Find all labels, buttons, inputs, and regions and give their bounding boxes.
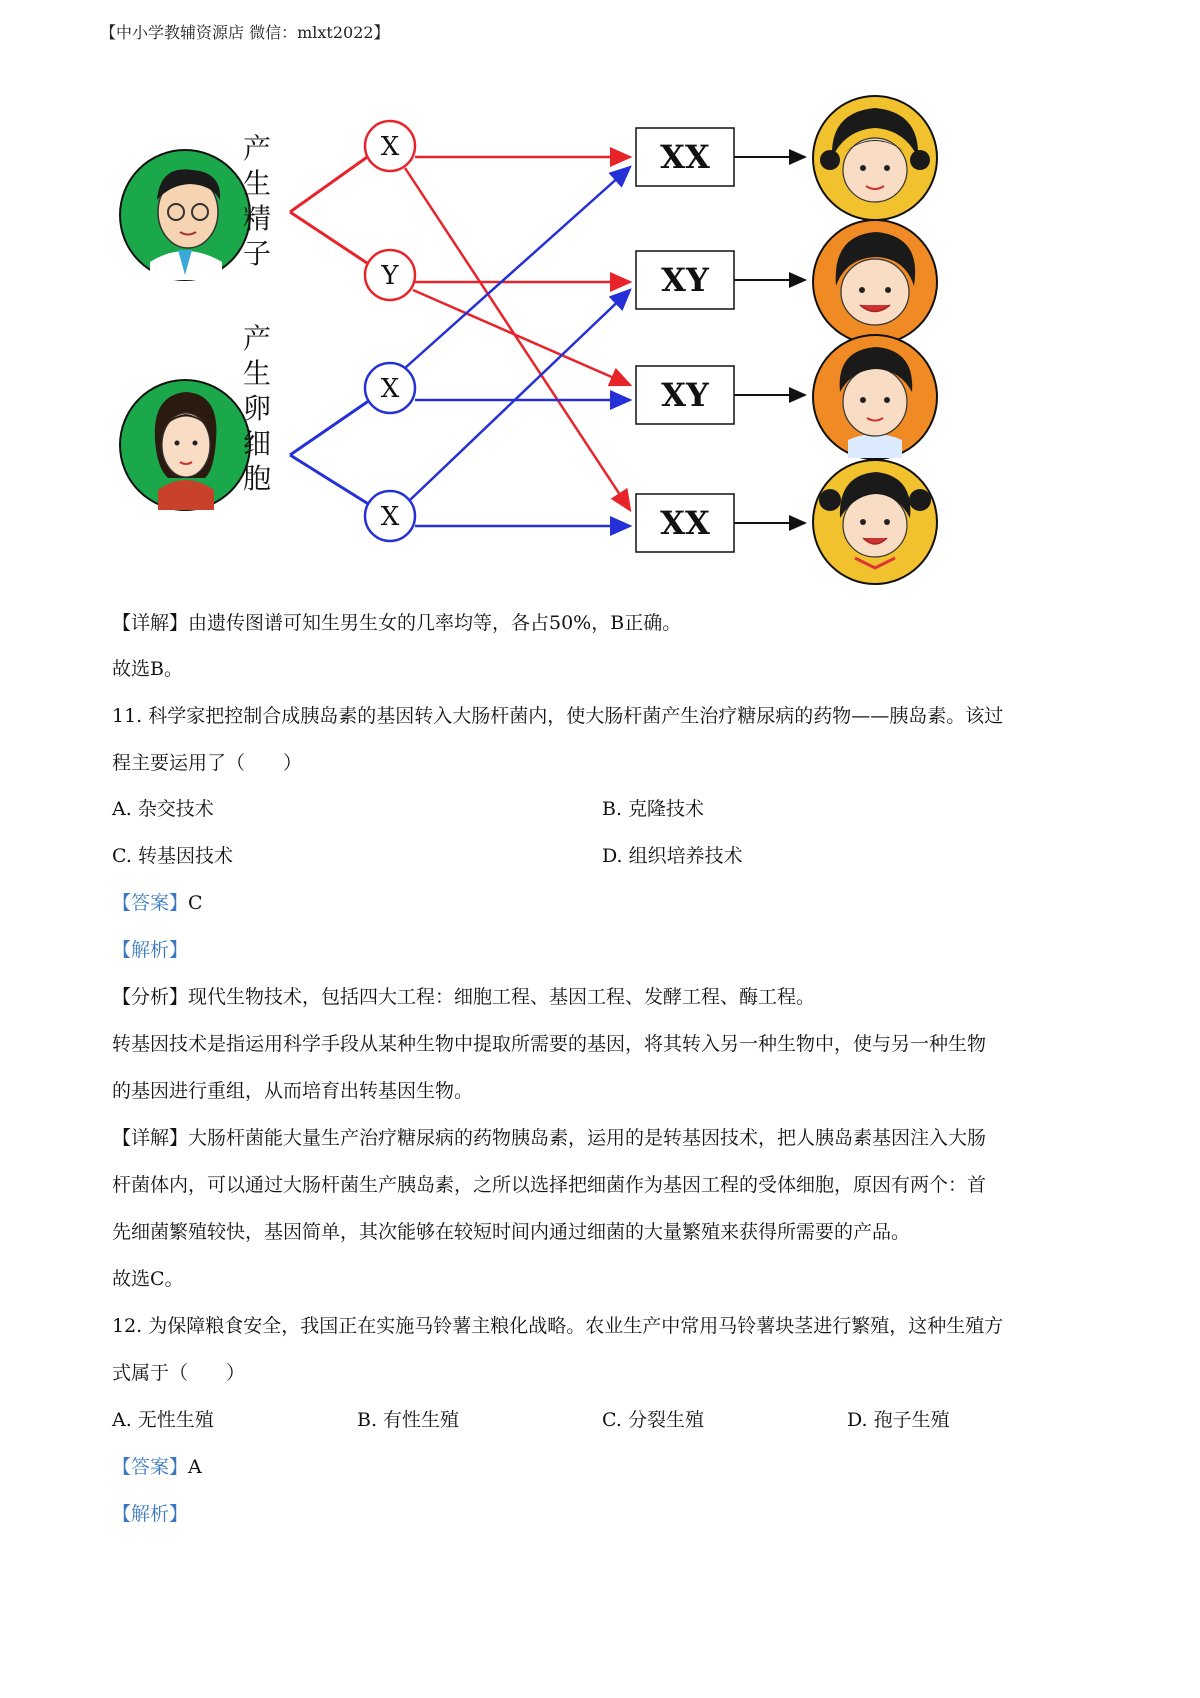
q12-answer	[112, 1455, 202, 1479]
child-girl-1	[813, 96, 937, 220]
egg-label-char: 生	[242, 357, 272, 390]
q11-option-b: B. 克隆技术	[602, 798, 705, 820]
q12-option-a: A. 无性生殖	[112, 1409, 214, 1431]
sperm-label-char: 精	[242, 202, 272, 235]
child-boy-2	[813, 335, 937, 459]
q12-stem-line1: 12. 为保障粮食安全，我国正在实施马铃薯主粮化战略。农业生产中常用马铃薯块茎进行繁殖，这种生殖方	[112, 1315, 1004, 1337]
q11-analysis: 【分析】现代生物技术，包括四大工程：细胞工程、基因工程、发酵工程、酶工程。	[112, 986, 816, 1008]
q11-detail-line3: 先细菌繁殖较快，基因简单，其次能够在较短时间内通过细菌的大量繁殖来获得所需要的产品。	[112, 1221, 911, 1243]
offspring-box-1	[636, 128, 734, 186]
child-boy-1	[813, 220, 937, 344]
q11-para1-line2: 的基因进行重组，从而培育出转基因生物。	[112, 1080, 474, 1102]
egg-label-char: 产	[242, 322, 272, 355]
q12-option-b: B. 有性生殖	[357, 1409, 460, 1431]
q12-stem-line2: 式属于（ ）	[112, 1362, 246, 1384]
father-avatar	[120, 150, 250, 280]
egg-x-2	[365, 491, 415, 541]
q12-analysis-tag: 【解析】	[112, 1503, 189, 1525]
q11-select: 故选C。	[112, 1268, 184, 1290]
q11-answer	[112, 891, 203, 915]
child-girl-2	[813, 460, 937, 584]
paternal-arrows	[405, 157, 630, 510]
mother-branches	[290, 400, 370, 505]
mother-avatar	[120, 380, 250, 510]
egg-x-2-label: X	[380, 502, 400, 532]
watermark: 【中小学教辅资源店 微信：mlxt2022】	[100, 23, 390, 42]
q11-stem-line1: 11. 科学家把控制合成胰岛素的基因转入大肠杆菌内，使大肠杆菌产生治疗糖尿病的药物——胰岛素。该过	[112, 705, 1004, 727]
q11-stem-line2: 程主要运用了（ ）	[112, 752, 303, 774]
egg-label-char: 细	[242, 427, 272, 460]
q12-option-c: C. 分裂生殖	[602, 1409, 704, 1431]
sperm-label-char: 产	[242, 132, 272, 165]
sperm-x	[365, 121, 415, 171]
q12-option-d: D. 孢子生殖	[847, 1409, 950, 1431]
q10-select: 故选B。	[112, 658, 183, 680]
offspring-box-2	[636, 251, 734, 309]
answer-value: C	[188, 892, 203, 914]
q11-analysis-tag: 【解析】	[112, 939, 189, 961]
q11-option-c: C. 转基因技术	[112, 845, 233, 867]
sperm-label-char: 生	[242, 167, 272, 200]
sperm-x-label: X	[380, 132, 400, 162]
offspring-box-4	[636, 494, 734, 552]
sperm-label-char: 子	[242, 237, 272, 270]
offspring-genotype: XX	[660, 138, 710, 176]
egg-x-1	[365, 363, 415, 413]
child-arrows	[734, 157, 805, 523]
offspring-box-3	[636, 366, 734, 424]
answer-tag: 【答案】	[112, 892, 189, 914]
offspring-genotype: XY	[661, 261, 709, 299]
father-branches	[290, 155, 370, 265]
q11-detail-line2: 杆菌体内，可以通过大肠杆菌生产胰岛素，之所以选择把细菌作为基因工程的受体细胞，原因有两个：首	[112, 1174, 987, 1196]
egg-label-char: 卵	[242, 392, 272, 425]
offspring-genotype: XX	[660, 504, 710, 542]
q10-detail: 【详解】由遗传图谱可知生男生女的几率均等，各占50%，B正确。	[112, 612, 682, 634]
answer-value: A	[188, 1456, 202, 1478]
egg-x-1-label: X	[380, 374, 400, 404]
q11-option-d: D. 组织培养技术	[602, 845, 743, 867]
q11-option-a: A. 杂交技术	[112, 798, 214, 820]
egg-label	[243, 322, 271, 495]
sperm-y-label: Y	[381, 261, 399, 291]
answer-tag: 【答案】	[112, 1456, 189, 1478]
egg-label-char: 胞	[242, 462, 272, 495]
sperm-y	[365, 250, 415, 300]
inheritance-diagram	[0, 80, 1200, 600]
offspring-genotype: XY	[661, 376, 709, 414]
q11-detail-line1: 【详解】大肠杆菌能大量生产治疗糖尿病的药物胰岛素，运用的是转基因技术，把人胰岛素基因注入大肠	[112, 1127, 987, 1149]
q11-para1-line1: 转基因技术是指运用科学手段从某种生物中提取所需要的基因，将其转入另一种生物中，使与另一种生物	[112, 1033, 987, 1055]
